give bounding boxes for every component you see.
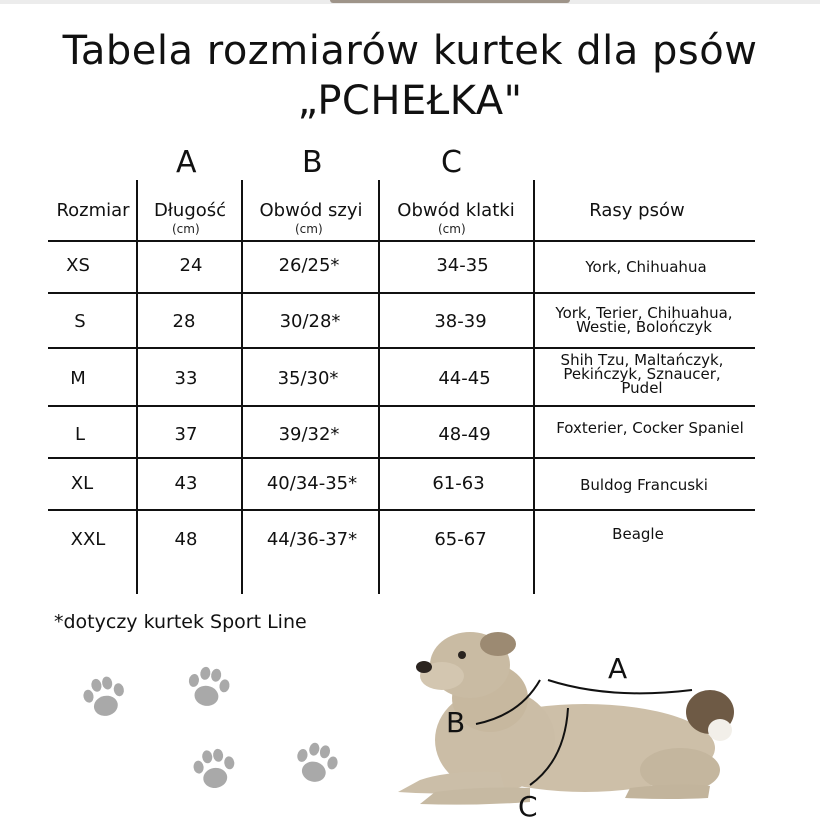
- cell-length: 24: [179, 255, 203, 276]
- column-letter-c: C: [441, 145, 462, 180]
- footnote: *dotyczy kurtek Sport Line: [54, 611, 307, 633]
- cell-chest: 38-39: [434, 311, 487, 332]
- column-letter-b: B: [302, 145, 323, 180]
- header-breeds: Rasy psów: [589, 200, 685, 221]
- header-neck: Obwód szyi: [259, 200, 363, 221]
- cell-neck: 44/36-37*: [266, 529, 358, 550]
- diagram-label-a: A: [608, 652, 628, 685]
- header-chest: Obwód klatki: [397, 200, 515, 221]
- cell-chest: 65-67: [434, 529, 487, 550]
- diagram-label-c: C: [518, 790, 538, 820]
- paw-icon: [182, 662, 234, 712]
- cell-size: XL: [70, 473, 94, 494]
- cell-neck: 40/34-35*: [266, 473, 358, 494]
- cell-size: S: [74, 311, 86, 332]
- table-divider: [378, 180, 380, 594]
- cell-size: XS: [66, 255, 90, 276]
- page-subtitle: „PCHEŁKA": [297, 78, 523, 124]
- cell-neck: 35/30*: [277, 368, 339, 389]
- cell-size: L: [74, 424, 86, 445]
- column-letter-a: A: [176, 145, 197, 180]
- table-rule: [48, 240, 755, 242]
- cell-breeds: Beagle: [612, 525, 664, 543]
- cell-length: 28: [172, 311, 196, 332]
- paw-icon: [78, 672, 130, 722]
- cell-breeds: Foxterier, Cocker Spaniel: [556, 419, 744, 437]
- cell-length: 43: [174, 473, 198, 494]
- cell-length: 33: [174, 368, 198, 389]
- paw-icon: [188, 744, 240, 794]
- header-length-unit: (cm): [172, 222, 200, 236]
- header-neck-unit: (cm): [295, 222, 323, 236]
- cell-neck: 30/28*: [279, 311, 341, 332]
- cell-chest: 44-45: [438, 368, 491, 389]
- cell-chest: 34-35: [436, 255, 489, 276]
- dog-measurement-diagram: [380, 620, 800, 820]
- cell-breeds: York, Chihuahua: [585, 258, 707, 276]
- cell-neck: 26/25*: [278, 255, 340, 276]
- table-rule: [48, 405, 755, 407]
- paw-icon: [290, 738, 342, 788]
- header-chest-unit: (cm): [438, 222, 466, 236]
- cell-length: 48: [174, 529, 198, 550]
- cell-size: M: [70, 368, 86, 389]
- top-edge-shadow: [330, 0, 570, 3]
- cell-neck: 39/32*: [278, 424, 340, 445]
- page-title: Tabela rozmiarów kurtek dla psów: [62, 28, 758, 74]
- cell-chest: 48-49: [438, 424, 491, 445]
- diagram-label-b: B: [446, 706, 466, 739]
- cell-size: XXL: [70, 529, 106, 550]
- table-rule: [48, 509, 755, 511]
- cell-breeds: Buldog Francuski: [580, 476, 708, 494]
- cell-length: 37: [174, 424, 198, 445]
- table-rule: [48, 457, 755, 459]
- header-length: Długość: [153, 200, 227, 221]
- cell-chest: 61-63: [432, 473, 485, 494]
- header-size: Rozmiar: [56, 200, 130, 221]
- cell-breeds: York, Terier, Chihuahua, Westie, Bolończyk: [555, 304, 733, 336]
- table-rule: [48, 347, 755, 349]
- table-rule: [48, 292, 755, 294]
- cell-breeds: Shih Tzu, Maltańczyk, Pekińczyk, Sznaucer, Pudel: [560, 351, 724, 397]
